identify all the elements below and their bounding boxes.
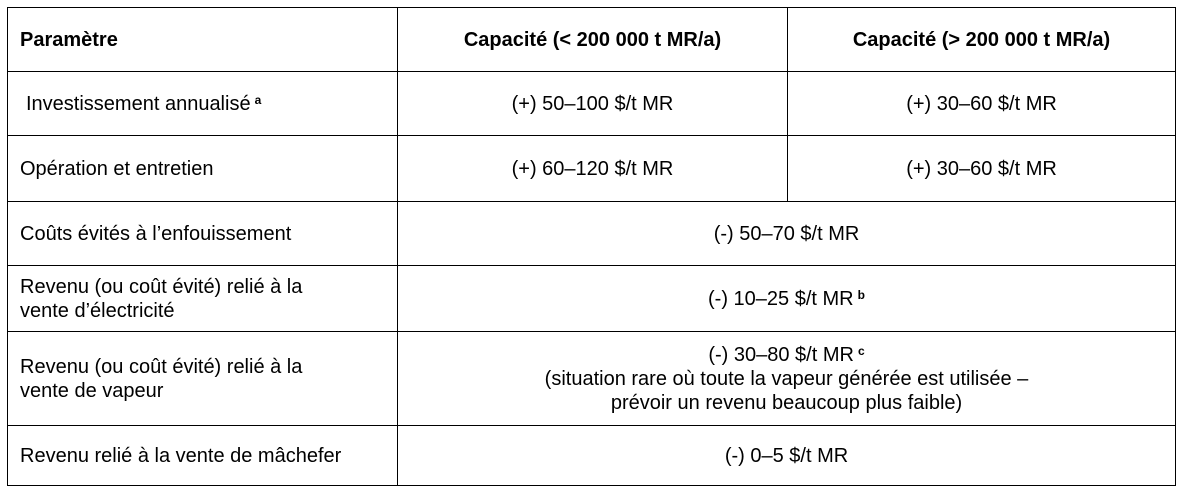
header-capacite-small: Capacité (< 200 000 t MR/a)	[398, 8, 788, 72]
cell-value-text: (-) 10–25 $/t MR	[708, 287, 854, 310]
table-row	[8, 426, 1176, 486]
row-label-machefer: Revenu relié à la vente de mâchefer	[8, 426, 398, 486]
row-label-vapeur	[8, 332, 398, 426]
footnote-marker: c	[857, 343, 865, 358]
row-label-line: Revenu (ou coût évité) relié à la	[20, 275, 303, 298]
cell-vapeur	[398, 332, 1176, 426]
row-label-text: Investissement annualisé	[26, 92, 251, 115]
cell-electricite	[398, 266, 1176, 332]
cell-investissement-large: (+) 30–60 $/t MR	[788, 72, 1176, 136]
footnote-marker: b	[857, 287, 865, 302]
footnote-marker: a	[254, 92, 262, 107]
header-capacite-large: Capacité (> 200 000 t MR/a)	[788, 8, 1176, 72]
row-label-line: vente d’électricité	[20, 299, 175, 322]
cell-detail-line: (situation rare où toute la vapeur générée est utilisée –	[544, 367, 1029, 390]
row-label-line: Revenu (ou coût évité) relié à la	[20, 355, 303, 378]
table-row	[8, 266, 1176, 332]
cell-value-text: (-) 30–80 $/t MR	[708, 343, 854, 366]
table-row	[8, 136, 1176, 202]
row-label-investissement	[8, 72, 398, 136]
cell-operation-small: (+) 60–120 $/t MR	[398, 136, 788, 202]
cell-investissement-small: (+) 50–100 $/t MR	[398, 72, 788, 136]
row-label-operation: Opération et entretien	[8, 136, 398, 202]
table-row	[8, 202, 1176, 266]
cell-machefer: (-) 0–5 $/t MR	[398, 426, 1176, 486]
cell-operation-large: (+) 30–60 $/t MR	[788, 136, 1176, 202]
row-label-line: vente de vapeur	[20, 379, 164, 402]
table-row	[8, 72, 1176, 136]
cost-table	[7, 7, 1176, 486]
row-label-electricite	[8, 266, 398, 332]
table-row	[8, 332, 1176, 426]
cell-detail-line: prévoir un revenu beaucoup plus faible)	[610, 391, 963, 414]
cell-value-line	[410, 343, 1163, 367]
header-parametre: Paramètre	[8, 8, 398, 72]
row-label-couts-evites: Coûts évités à l’enfouissement	[8, 202, 398, 266]
table-header-row	[8, 8, 1176, 72]
cell-couts-evites: (-) 50–70 $/t MR	[398, 202, 1176, 266]
